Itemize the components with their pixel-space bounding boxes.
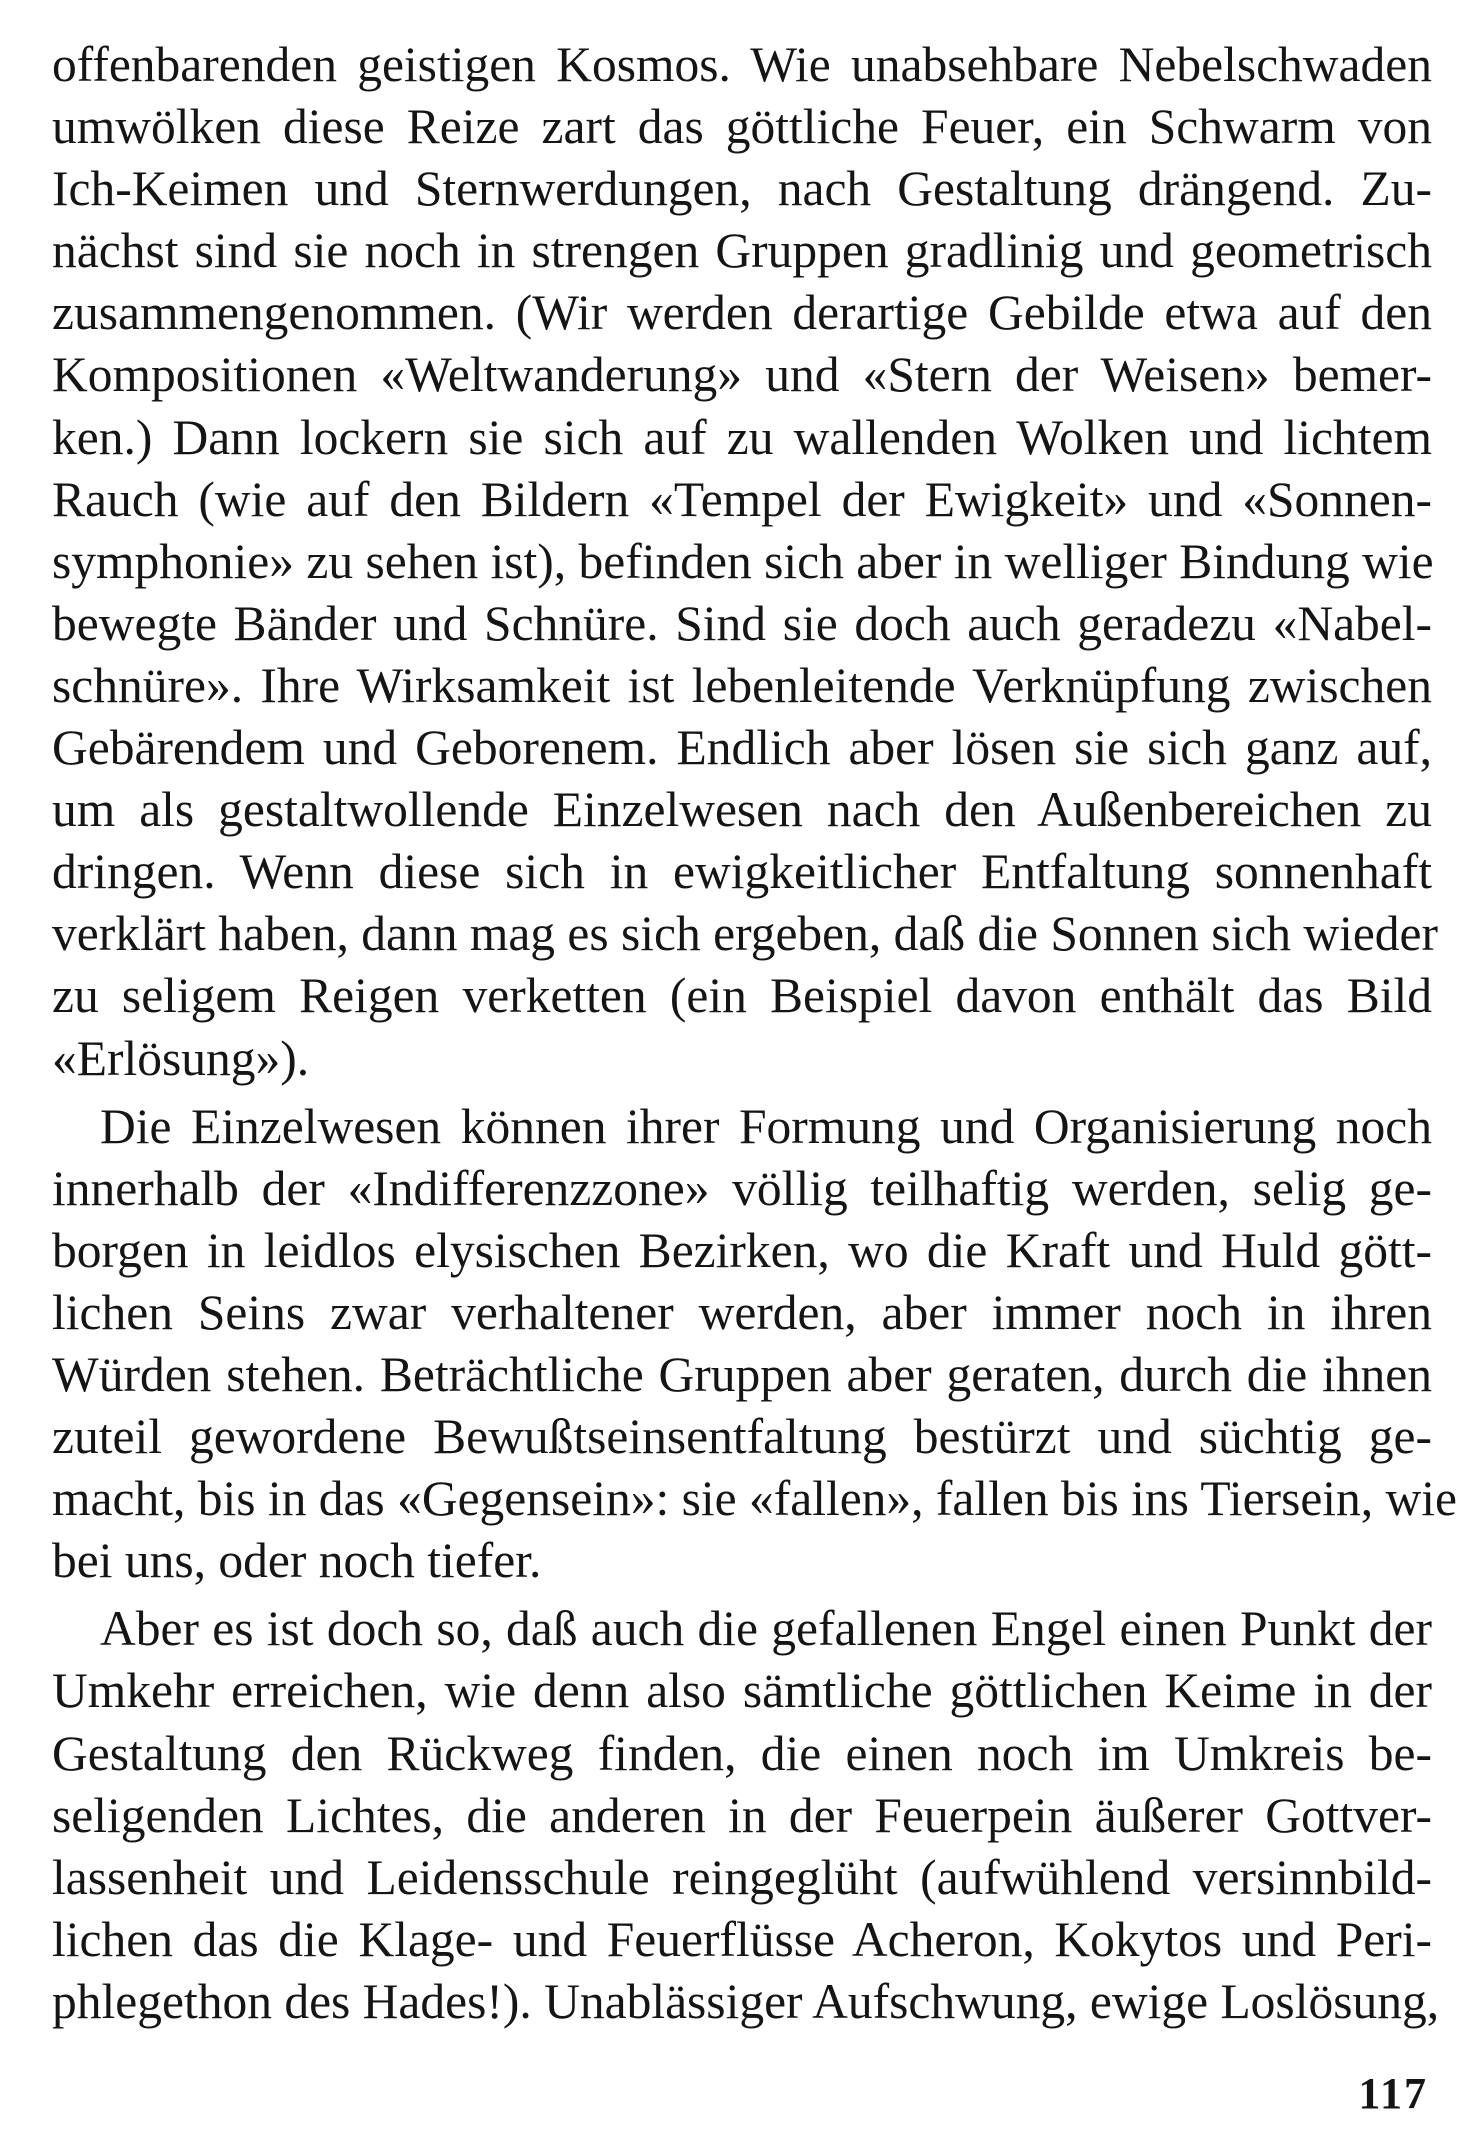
text-line: dringen. Wenn diese sich in ewigkeitlicher Entfaltung sonnenhaft [52,844,1432,900]
text-line: Gestaltung den Rückweg finden, die einen noch im Umkreis be- [52,1725,1432,1781]
text-line: zu seligem Reigen verketten (ein Beispiel davon enthält das Bild [52,968,1432,1024]
paragraph-3 [52,1598,1440,2033]
text-line: innerhalb der «Indifferenzzone» völlig teilhaftig werden, selig ge- [52,1160,1432,1216]
text-line: ken.) Dann lockern sie sich auf zu wallenden Wolken und lichtem [52,409,1432,465]
text-line: seligenden Lichtes, die anderen in der Feuerpein äußerer Gottver- [52,1787,1432,1843]
text-line: «Erlösung»). [52,1030,310,1086]
text-line: Rauch (wie auf den Bildern «Tempel der Ewigkeit» und «Sonnen- [52,471,1432,527]
text-line: Würden stehen. Beträchtliche Gruppen aber geraten, durch die ihnen [52,1346,1432,1402]
text-line: schnüre». Ihre Wirksamkeit ist lebenleitende Verknüpfung zwischen [52,657,1432,713]
paragraph-1 [52,34,1438,1090]
text-line: verklärt haben, dann mag es sich ergeben, daß die Sonnen sich wieder [52,906,1438,962]
text-line: bei uns, oder noch tiefer. [52,1533,542,1589]
text-line: lichen Seins zwar verhaltener werden, aber immer noch in ihren [52,1284,1432,1340]
text-line: nächst sind sie noch in strengen Gruppen gradlinig und geometrisch [52,223,1432,279]
text-line: Die Einzelwesen können ihrer Formung und Organisierung noch [100,1098,1432,1154]
text-line: Ich-Keimen und Sternwerdungen, nach Gestaltung drängend. Zu- [52,161,1432,217]
text-line: lichen das die Klage- und Feuerflüsse Acheron, Kokytos und Peri- [52,1911,1432,1967]
text-line: Kompositionen «Weltwanderung» und «Stern der Weisen» bemer- [52,347,1432,403]
text-line: borgen in leidlos elysischen Bezirken, wo die Kraft und Huld gött- [52,1222,1432,1278]
text-line: Aber es ist doch so, daß auch die gefallenen Engel einen Punkt der [100,1601,1432,1657]
body-text [52,34,1458,2033]
text-line: bewegte Bänder und Schnüre. Sind sie doch auch geradezu «Nabel- [52,595,1432,651]
page-number: 117 [1358,2069,1428,2118]
text-line: offenbarenden geistigen Kosmos. Wie unabsehbare Nebelschwaden [52,37,1432,92]
text-line: zusammengenommen. (Wir werden derartige Gebilde etwa auf den [52,285,1432,341]
text-line: lassenheit und Leidensschule reingeglüht (aufwühlend versinnbild- [52,1849,1432,1905]
text-line: phlegethon des Hades!). Unablässiger Aufschwung, ewige Loslösung, [52,1973,1440,2029]
text-line: zuteil gewordene Bewußtseinsentfaltung bestürzt und süchtig ge- [52,1409,1432,1465]
text-line: Umkehr erreichen, wie denn also sämtliche göttlichen Keime in der [52,1663,1432,1719]
text-line: umwölken diese Reize zart das göttliche Feuer, ein Schwarm von [52,99,1432,155]
text-line: Gebärendem und Geborenem. Endlich aber lösen sie sich ganz auf, [52,720,1432,776]
text-line: um als gestaltwollende Einzelwesen nach den Außenbereichen zu [52,782,1432,838]
text-line: macht, bis in das «Gegensein»: sie «fallen», fallen bis ins Tiersein, wie [52,1471,1458,1527]
text-line: symphonie» zu sehen ist), befinden sich aber in welliger Bindung wie [52,533,1434,589]
paragraph-2 [52,1096,1458,1593]
